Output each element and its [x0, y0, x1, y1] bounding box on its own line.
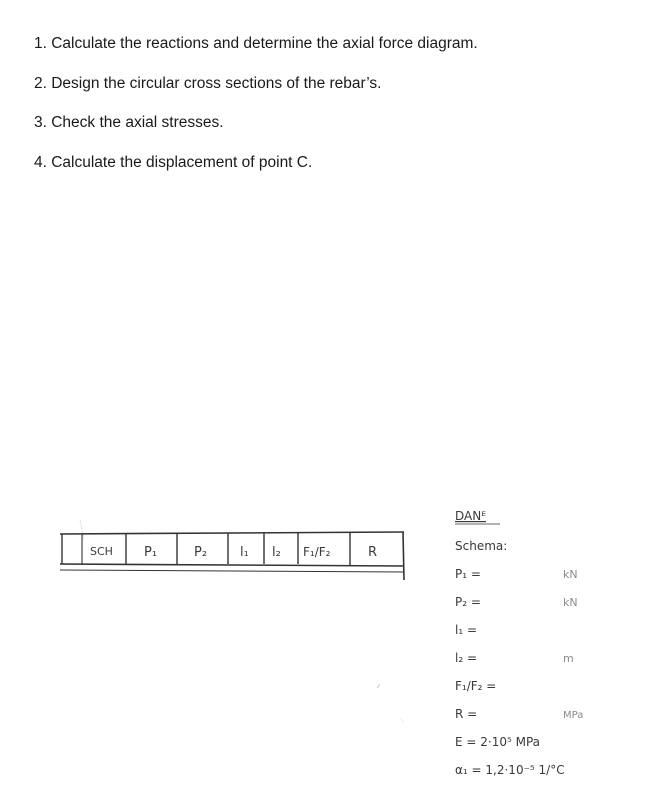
row-alpha-label: α₁ = 1,2·10⁻⁵ 1/°C	[455, 763, 565, 777]
row-p2-unit: kN	[563, 596, 578, 609]
header-p2: P₂	[194, 545, 208, 560]
row-l1-label: l₁ =	[455, 623, 478, 637]
header-f1-f2: F₁/F₂	[303, 545, 331, 559]
scanned-data-table	[0, 500, 670, 805]
header-r: R	[368, 545, 378, 560]
header-l2: l₂	[272, 545, 281, 560]
row-e-label: E = 2·10⁵ MPa	[455, 735, 541, 749]
row-p1-label: P₁ =	[455, 567, 481, 581]
given-data-block	[455, 509, 583, 777]
header-sch: SCH	[90, 545, 113, 558]
row-r-label: R =	[455, 707, 478, 721]
row-f1f2-label: F₁/F₂ =	[455, 679, 497, 693]
data-header-labels	[90, 545, 377, 560]
task-item-2: 2. Design the circular cross sections of the rebar’s.	[34, 74, 382, 92]
header-l1: l₁	[240, 545, 249, 560]
row-l2-label: l₂ =	[455, 651, 478, 665]
row-p2-label: P₂ =	[455, 595, 481, 609]
header-p1: P₁	[144, 545, 158, 560]
row-l2-unit: m	[563, 652, 574, 665]
task-item-3: 3. Check the axial stresses.	[34, 114, 224, 131]
schema-label: Schema:	[455, 539, 508, 553]
task-item-1: 1. Calculate the reactions and determine the axial force diagram.	[34, 35, 478, 52]
data-title: DANᴱ	[455, 509, 486, 523]
row-r-unit: MPa	[563, 710, 584, 721]
task-item-4: 4. Calculate the displacement of point C.	[34, 153, 313, 171]
row-p1-unit: kN	[563, 568, 578, 581]
task-list	[34, 34, 478, 192]
